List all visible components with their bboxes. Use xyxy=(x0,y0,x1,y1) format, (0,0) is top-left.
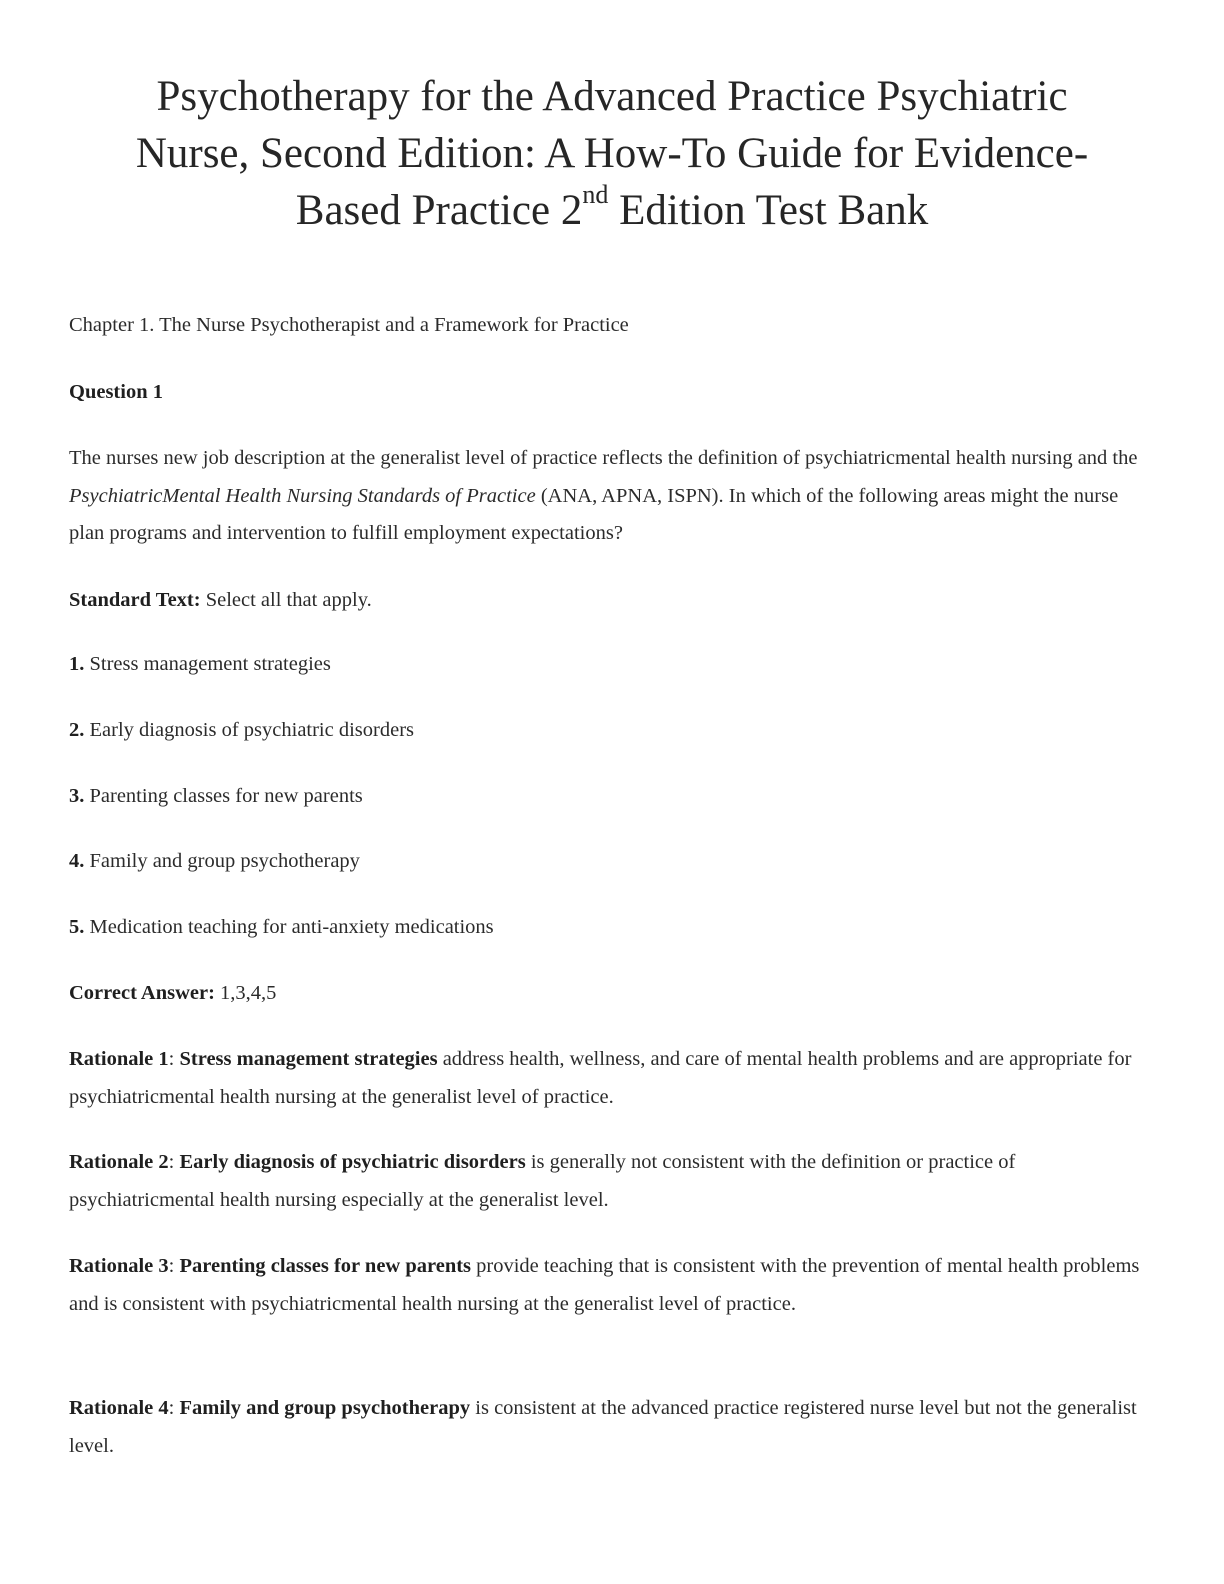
option-text: Medication teaching for anti-anxiety medications xyxy=(84,916,494,938)
question-number: Question 1 xyxy=(69,381,163,403)
rationale-label: Rationale 1 xyxy=(69,1048,169,1070)
document-title xyxy=(60,68,1164,239)
rationale-text: is generally not consistent with the definition or practice of psychiatricmental health nursing especially at the generalist level. xyxy=(69,1151,1016,1211)
rationale-separator: : xyxy=(168,1048,180,1070)
option-4 xyxy=(69,843,1149,881)
option-2 xyxy=(69,712,1149,750)
rationale-text: provide teaching that is consistent with the prevention of mental health problems and is consistent with psychiatricmental health nursing at the generalist level of practice. xyxy=(69,1255,1140,1315)
rationale-label: Rationale 4 xyxy=(69,1397,169,1419)
correct-answer-label: Correct Answer: xyxy=(69,982,215,1004)
option-number: 1. xyxy=(69,653,85,675)
option-text: Early diagnosis of psychiatric disorders xyxy=(84,719,415,741)
stem-part-2: (ANA, APNA, ISPN). In which of the following areas might the nurse plan programs and intervention to fulfill employment expectations? xyxy=(69,484,1119,544)
rationale-topic: Family and group psychotherapy xyxy=(179,1397,471,1419)
title-line-3-pre: Based Practice 2 xyxy=(295,187,583,234)
rationale-text: is consistent at the advanced practice registered nurse level but not the generalist level. xyxy=(69,1397,1137,1457)
rationale-topic: Stress management strategies xyxy=(179,1048,438,1070)
rationale-separator: : xyxy=(168,1397,180,1419)
title-line-1: Psychotherapy for the Advanced Practice Psychiatric xyxy=(156,73,1068,120)
rationale-text: address health, wellness, and care of mental health problems and are appropriate for psychiatricmental health nursing at the generalist level of practice. xyxy=(69,1048,1132,1108)
question-stem xyxy=(69,440,1149,553)
title-line-3-sup: nd xyxy=(582,179,609,209)
option-number: 2. xyxy=(69,719,85,741)
rationale-3 xyxy=(69,1248,1149,1323)
option-text: Parenting classes for new parents xyxy=(84,785,363,807)
rationale-1 xyxy=(69,1041,1149,1116)
option-text: Family and group psychotherapy xyxy=(84,850,360,872)
standard-text-value: Select all that apply. xyxy=(200,589,372,611)
standard-text xyxy=(69,582,1149,620)
question-heading xyxy=(69,374,1149,412)
option-5 xyxy=(69,909,1149,947)
correct-answer xyxy=(69,975,1149,1013)
stem-part-1: The nurses new job description at the generalist level of practice reflects the definition of psychiatricmental health nursing and the xyxy=(69,447,1138,469)
stem-standards-title: PsychiatricMental Health Nursing Standards of Practice xyxy=(69,484,536,507)
standard-text-label: Standard Text: xyxy=(69,589,201,611)
option-text: Stress management strategies xyxy=(84,653,331,675)
rationale-4 xyxy=(69,1390,1149,1465)
rationale-topic: Parenting classes for new parents xyxy=(179,1255,472,1277)
rationale-topic: Early diagnosis of psychiatric disorders xyxy=(179,1151,526,1173)
rationale-separator: : xyxy=(168,1255,180,1277)
option-number: 5. xyxy=(69,916,85,938)
option-3 xyxy=(69,778,1149,816)
rationale-separator: : xyxy=(168,1151,180,1173)
option-1 xyxy=(69,646,1149,684)
option-number: 3. xyxy=(69,785,85,807)
correct-answer-value: 1,3,4,5 xyxy=(214,982,277,1004)
rationale-2 xyxy=(69,1144,1149,1219)
title-line-2: Nurse, Second Edition: A How-To Guide for Evidence- xyxy=(135,130,1089,177)
chapter-heading: Chapter 1. The Nurse Psychotherapist and a Framework for Practice xyxy=(69,314,629,336)
rationale-label: Rationale 2 xyxy=(69,1151,169,1173)
rationale-label: Rationale 3 xyxy=(69,1255,169,1277)
option-number: 4. xyxy=(69,850,85,872)
title-line-3-post: Edition Test Bank xyxy=(608,187,929,234)
